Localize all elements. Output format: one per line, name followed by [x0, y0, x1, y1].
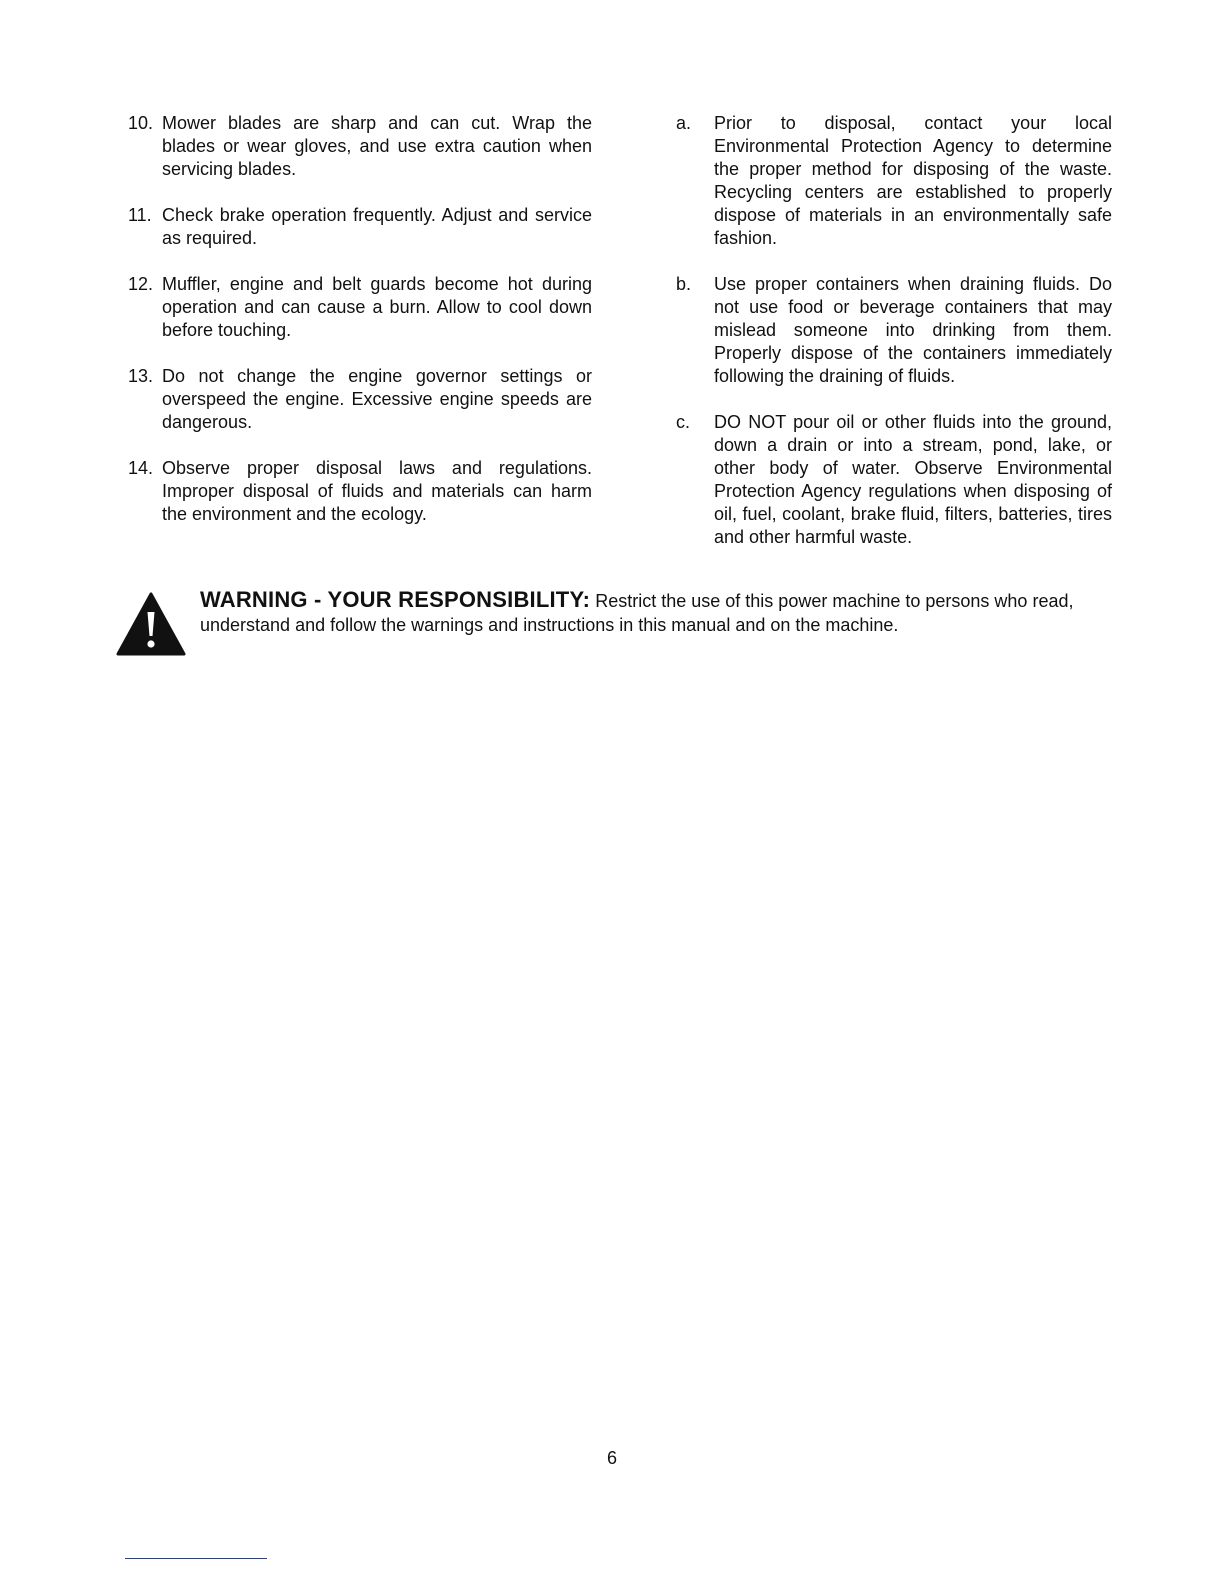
right-column: [676, 112, 1112, 572]
list-item: [676, 411, 1112, 549]
warning-text: [200, 588, 1116, 637]
item-text: Observe proper disposal laws and regulations. Improper disposal of fluids and materials can harm the environment and the ecology.: [162, 458, 592, 524]
item-text: Muffler, engine and belt guards become hot during operation and can cause a burn. Allow to cool down before touching.: [162, 274, 592, 340]
item-letter: b.: [676, 274, 692, 294]
item-number: 14.: [128, 458, 154, 478]
item-number: 10.: [128, 113, 154, 133]
list-item: [676, 112, 1112, 250]
item-number: 13.: [128, 366, 154, 386]
left-column: [128, 112, 592, 549]
item-letter: a.: [676, 113, 692, 133]
warning-triangle-icon: [116, 592, 186, 656]
item-number: 11.: [128, 205, 152, 225]
list-item: [676, 273, 1112, 388]
list-item: [128, 204, 592, 250]
warning-body: Restrict the use of this power machine to persons who read, understand and follow the warnings and instructions in this manual and on the machine.: [200, 591, 1074, 635]
list-item: [128, 365, 592, 434]
item-text: DO NOT pour oil or other fluids into the ground, down a drain or into a stream, pond, lake, or other body of water. Observe Environmental Protection Agency regulations when disposing of oil, fuel, coolant, brake fluid, filters, batteries, tires and other harmful waste.: [714, 412, 1112, 547]
list-item: [128, 112, 592, 181]
footer-rule: [125, 1558, 267, 1559]
page-number: 6: [606, 1448, 617, 1468]
warning-block: [116, 588, 1116, 660]
item-number: 12.: [128, 274, 154, 294]
item-text: Check brake operation frequently. Adjust and service as required.: [162, 205, 592, 248]
item-text: Use proper containers when draining fluids. Do not use food or beverage containers that may mislead someone into drinking from them. Properly dispose of the containers immediately following the draining of fluids.: [714, 274, 1112, 386]
item-text: Do not change the engine governor settings or overspeed the engine. Excessive engine speeds are dangerous.: [162, 366, 592, 432]
list-item: [128, 457, 592, 526]
item-text: Prior to disposal, contact your local Environmental Protection Agency to determine the proper method for disposing of the waste. Recycling centers are established to properly dispose of materials in an environmentally safe fashion.: [714, 113, 1112, 248]
warning-heading: WARNING - YOUR RESPONSIBILITY:: [200, 587, 591, 612]
item-letter: c.: [676, 412, 691, 432]
list-item: [128, 273, 592, 342]
item-text: Mower blades are sharp and can cut. Wrap the blades or wear gloves, and use extra caution when servicing blades.: [162, 113, 592, 179]
